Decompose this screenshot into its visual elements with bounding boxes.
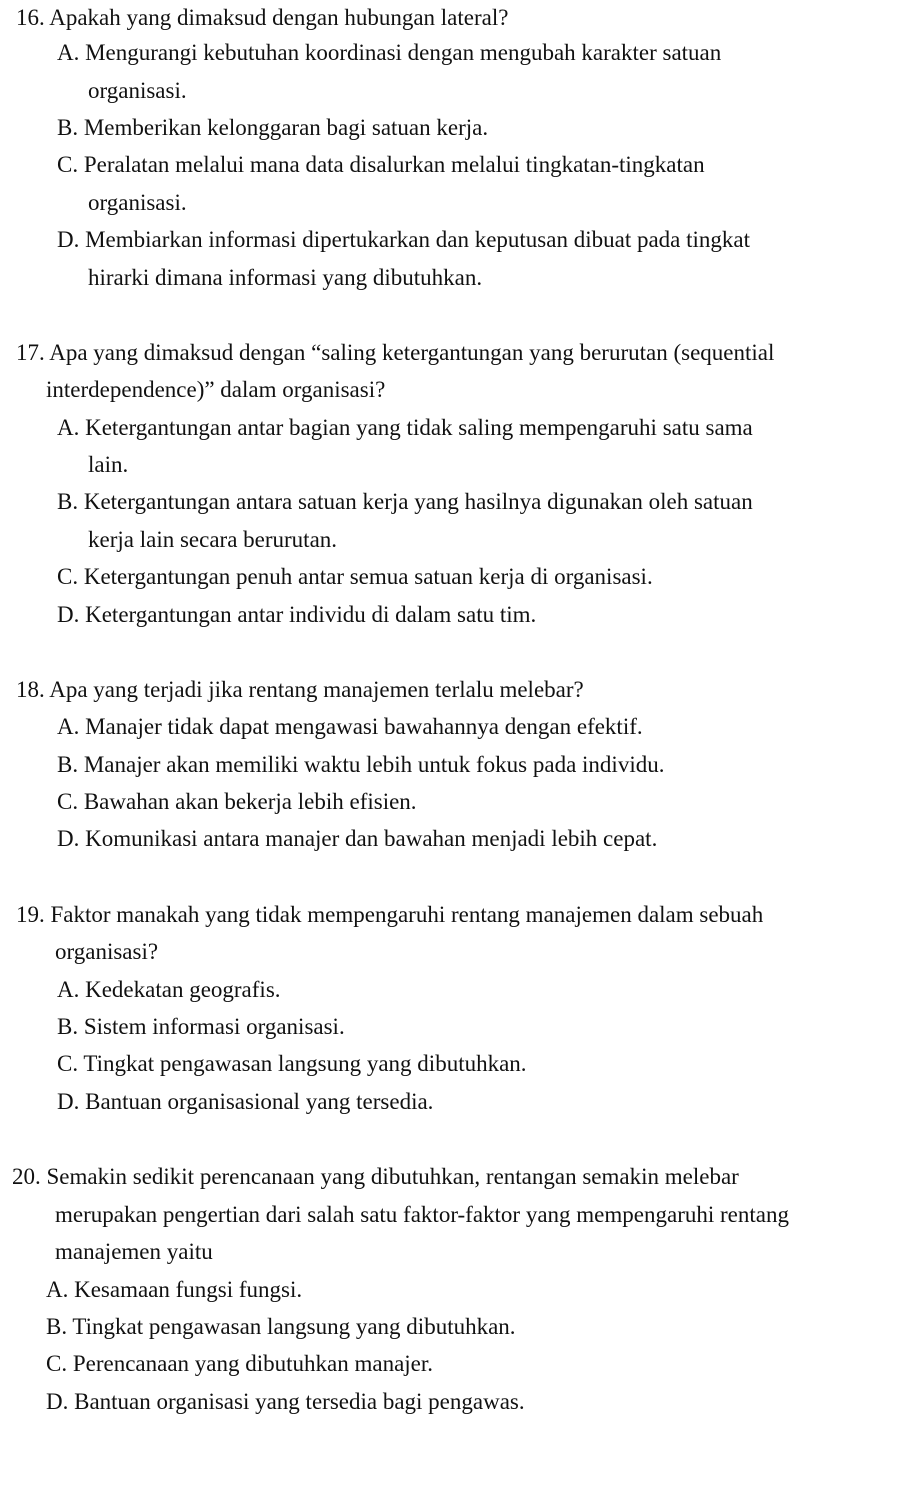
option-text: C. Perencanaan yang dibutuhkan manajer. xyxy=(46,1351,434,1376)
option-text: C. Ketergantungan penuh antar semua satuan kerja di organisasi. xyxy=(57,564,653,589)
option-text: B. Ketergantungan antara satuan kerja yang hasilnya digunakan oleh satuan xyxy=(57,489,753,514)
option-text: A. Kedekatan geografis. xyxy=(57,977,281,1002)
question-text: 18. Apa yang terjadi jika rentang manajemen terlalu melebar? xyxy=(16,677,584,702)
question-text: 20. Semakin sedikit perencanaan yang dibutuhkan, rentangan semakin melebar xyxy=(12,1164,739,1189)
option-text: B. Memberikan kelonggaran bagi satuan kerja. xyxy=(57,115,489,140)
option-text: D. Bantuan organisasi yang tersedia bagi pengawas. xyxy=(46,1389,525,1414)
option-text: B. Manajer akan memiliki waktu lebih untuk fokus pada individu. xyxy=(57,752,665,777)
option-text: A. Kesamaan fungsi fungsi. xyxy=(46,1277,303,1302)
option-text-continued: kerja lain secara berurutan. xyxy=(88,527,338,552)
option-text: C. Bawahan akan bekerja lebih efisien. xyxy=(57,789,417,814)
option-text-continued: organisasi. xyxy=(88,78,187,103)
question-text-continued: manajemen yaitu xyxy=(55,1239,213,1264)
option-text: C. Peralatan melalui mana data disalurkan melalui tingkatan-tingkatan xyxy=(57,152,705,177)
question-text-continued: organisasi? xyxy=(55,939,159,964)
option-text: A. Mengurangi kebutuhan koordinasi dengan mengubah karakter satuan xyxy=(57,40,722,65)
question-text: 17. Apa yang dimaksud dengan “saling ketergantungan yang berurutan (sequential xyxy=(16,340,775,365)
option-text: C. Tingkat pengawasan langsung yang dibutuhkan. xyxy=(57,1051,527,1076)
option-text-continued: hirarki dimana informasi yang dibutuhkan. xyxy=(88,265,483,290)
option-text: A. Ketergantungan antar bagian yang tidak saling mempengaruhi satu sama xyxy=(57,415,753,440)
option-text: D. Membiarkan informasi dipertukarkan dan keputusan dibuat pada tingkat xyxy=(57,227,750,252)
question-text-continued: merupakan pengertian dari salah satu faktor-faktor yang mempengaruhi rentang xyxy=(55,1202,789,1227)
option-text: D. Bantuan organisasional yang tersedia. xyxy=(57,1089,434,1114)
option-text: B. Sistem informasi organisasi. xyxy=(57,1014,345,1039)
option-text: D. Komunikasi antara manajer dan bawahan menjadi lebih cepat. xyxy=(57,826,658,851)
option-text-continued: organisasi. xyxy=(88,190,187,215)
question-text: 19. Faktor manakah yang tidak mempengaruhi rentang manajemen dalam sebuah xyxy=(16,902,764,927)
option-text: A. Manajer tidak dapat mengawasi bawahannya dengan efektif. xyxy=(57,714,643,739)
question-text-continued: interdependence)” dalam organisasi? xyxy=(46,377,386,402)
option-text: B. Tingkat pengawasan langsung yang dibutuhkan. xyxy=(46,1314,516,1339)
option-text: D. Ketergantungan antar individu di dalam satu tim. xyxy=(57,602,537,627)
question-text: 16. Apakah yang dimaksud dengan hubungan lateral? xyxy=(16,5,509,30)
option-text-continued: lain. xyxy=(88,452,129,477)
